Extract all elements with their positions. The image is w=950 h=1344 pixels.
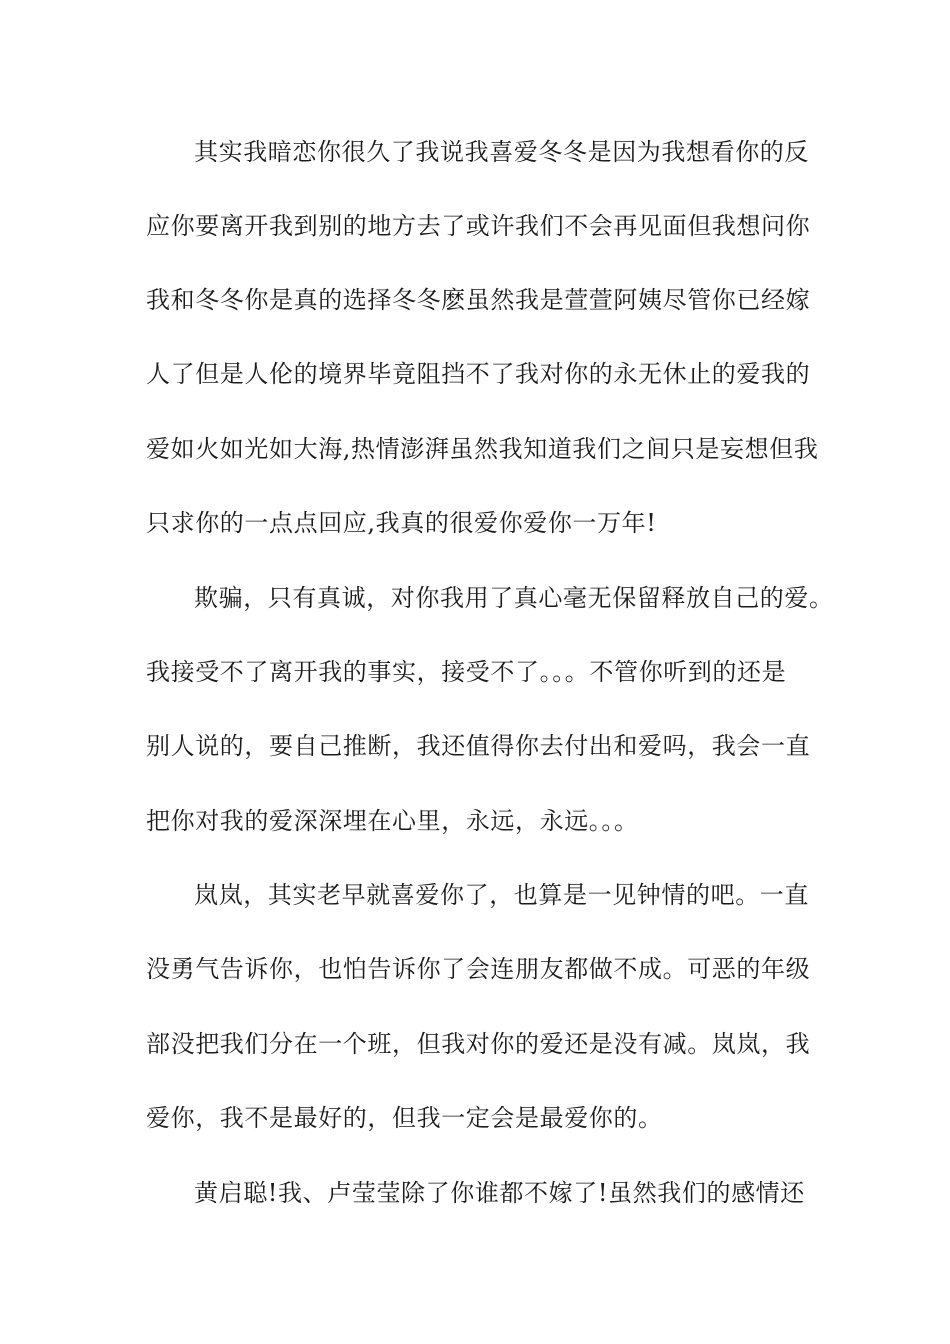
paragraph-line: 部没把我们分在一个班，但我对你的爱还是没有减。岚岚，我 [146, 1030, 811, 1058]
paragraph-line: 我接受不了离开我的事实，接受不了。。。不管你听到的还是 [146, 658, 787, 686]
paragraph-line: 没勇气告诉你，也怕告诉你了会连朋友都做不成。可恶的年级 [146, 955, 811, 983]
paragraph-line: 把你对我的爱深深埋在心里，永远，永远。。。 [146, 807, 639, 835]
paragraph-line: 欺骗，只有真诚，对你我用了真心毫无保留释放自己的爱。 [194, 584, 834, 612]
paragraph-line: 其实我暗恋你很久了我说我喜爱冬冬是因为我想看你的反 [194, 138, 809, 166]
paragraph-line: 只求你的一点点回应,我真的很爱你爱你一万年! [146, 509, 657, 537]
paragraph-line: 人了但是人伦的境界毕竟阻挡不了我对你的永无休止的爱我的 [146, 360, 811, 388]
paragraph-line: 爱如火如光如大海,热情澎湃虽然我知道我们之间只是妄想但我 [146, 435, 819, 463]
paragraph-line: 黄启聪!我、卢莹莹除了你谁都不嫁了!虽然我们的感情还 [194, 1179, 805, 1207]
paragraph-line: 别人说的，要自己推断，我还值得你去付出和爱吗，我会一直 [146, 732, 811, 760]
paragraph-line: 应你要离开我到别的地方去了或许我们不会再见面但我想问你 [146, 212, 811, 240]
paragraph-line: 我和冬冬你是真的选择冬冬麽虽然我是萱萱阿姨尽管你已经嫁 [146, 286, 811, 314]
paragraph-line: 岚岚，其实老早就喜爱你了，也算是一见钟情的吧。一直 [194, 881, 809, 909]
paragraph-line: 爱你，我不是最好的，但我一定会是最爱你的。 [146, 1104, 663, 1132]
